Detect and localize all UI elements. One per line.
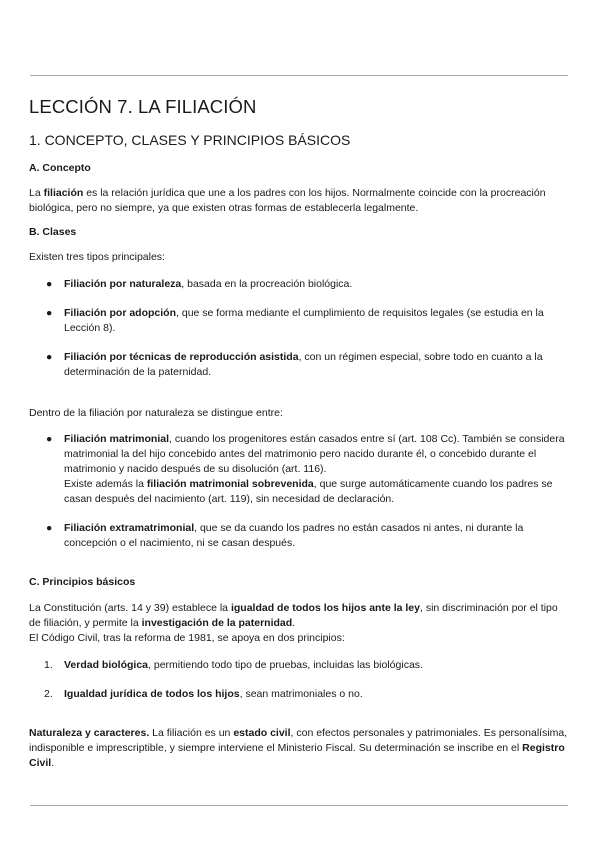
clases-list xyxy=(29,277,570,380)
list-item: 1. Verdad biológica, permitiendo todo tipo de pruebas, incluidas las biológicas. xyxy=(44,659,423,671)
list-item: ● Filiación por técnicas de reproducción asistida, con un régimen especial, sobre todo en cuanto a la determinación de la paternidad. xyxy=(46,351,543,378)
bullet-icon: ● xyxy=(46,351,53,363)
subheading-clases: B. Clases xyxy=(29,226,77,238)
list-item: 2. Igualdad jurídica de todos los hijos, sean matrimoniales o no. xyxy=(44,688,363,700)
paragraph-concepto: La filiación es la relación jurídica que une a los padres con los hijos. Normalmente coincide con la procreación biológica, pero no siempre, ya que existen otras formas de establecerla legalmente. xyxy=(29,187,546,214)
paragraph-naturaleza-intro: Dentro de la filiación por naturaleza se distingue entre: xyxy=(29,407,283,419)
page-title: LECCIÓN 7. LA FILIACIÓN xyxy=(29,96,257,117)
principios-list xyxy=(29,658,570,702)
subheading-concepto: A. Concepto xyxy=(29,162,91,174)
top-divider xyxy=(30,75,568,76)
bullet-icon: ● xyxy=(46,522,53,534)
bullet-icon: ● xyxy=(46,307,53,319)
paragraph-naturaleza-caracteres: Naturaleza y caracteres. La filiación es un estado civil, con efectos personales y patrimoniales. Es personalísima, indisponible e imprescriptible, y siempre interviene el Ministerio Fiscal. Su determinación se inscribe en el Registro Civil. xyxy=(29,727,568,769)
list-item: ● Filiación matrimonial, cuando los progenitores están casados entre sí (art. 108 Cc). También se considera matrimonial la del hijo concebido antes del matrimonio pero nacido durante él, o concebido durante el matrimonio y nacido después de su disolución (art. 116). Existe además la filiación matrimonial sobrevenida, que surge automáticamente cuando los padres se casan después del nacimiento (art. 119), sin necesidad de declaración. xyxy=(46,433,565,505)
paragraph-principios: La Constitución (arts. 14 y 39) establece la igualdad de todos los hijos ante la ley, sin discriminación por el tipo de filiación, y permite la investigación de la paternidad. El Código Civil, tras la reforma de 1981, se apoya en dos principios: xyxy=(29,602,558,644)
paragraph-clases-intro: Existen tres tipos principales: xyxy=(29,251,165,263)
bullet-icon: ● xyxy=(46,433,53,445)
list-item: ● Filiación extramatrimonial, que se da cuando los padres no están casados ni antes, ni durante la concepción o el nacimiento, ni se casan después. xyxy=(46,522,524,549)
list-item: ● Filiación por naturaleza, basada en la procreación biológica. xyxy=(46,278,353,290)
bullet-icon: ● xyxy=(46,278,53,290)
list-item: ● Filiación por adopción, que se forma mediante el cumplimiento de requisitos legales (se estudia en la Lección 8). xyxy=(46,307,544,334)
bottom-divider xyxy=(30,805,568,806)
subheading-principios: C. Principios básicos xyxy=(29,576,136,588)
document-body xyxy=(29,96,570,781)
section-heading: 1. CONCEPTO, CLASES Y PRINCIPIOS BÁSICOS xyxy=(29,132,351,148)
naturaleza-list xyxy=(29,432,570,551)
